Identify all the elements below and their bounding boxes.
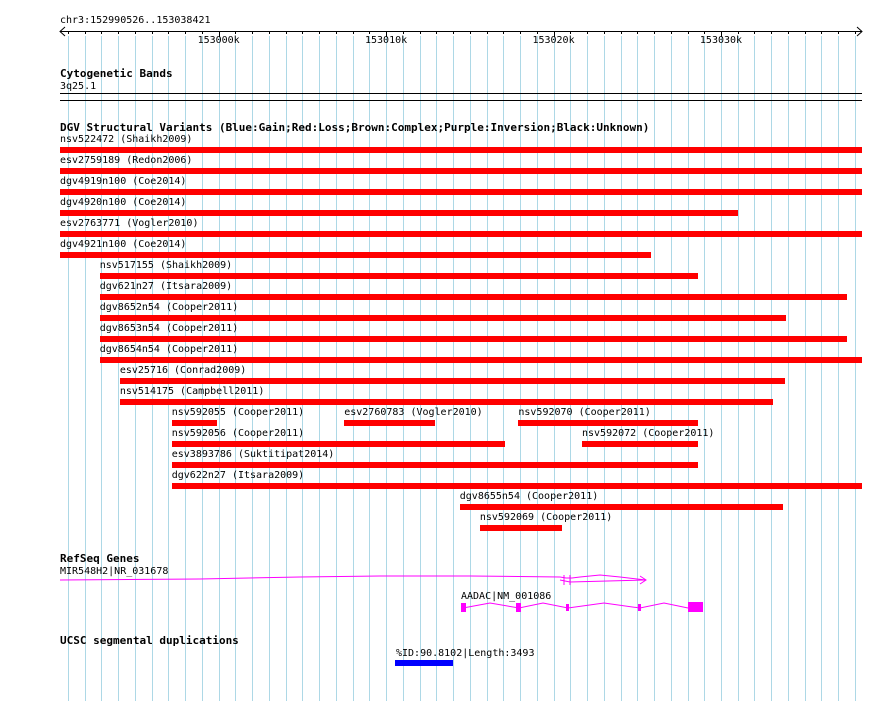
aadac-exon-3 bbox=[566, 604, 569, 611]
dgv-variant-label[interactable]: nsv592072 (Cooper2011) bbox=[582, 428, 715, 439]
cytoband-band-top-line bbox=[60, 93, 862, 94]
ruler-tick-label: 153010k bbox=[365, 35, 408, 46]
refseq-track-title: RefSeq Genes bbox=[60, 552, 140, 565]
dgv-variant-label[interactable]: nsv522472 (Shaikh2009) bbox=[60, 134, 193, 145]
refseq-gene-label-mir548h2[interactable]: MIR548H2|NR_031678 bbox=[60, 566, 169, 577]
ruler-scale[interactable] bbox=[0, 20, 890, 60]
dgv-variant-label[interactable]: esv2760783 (Vogler2010) bbox=[344, 407, 483, 418]
dgv-variant-label[interactable]: dgv621n27 (Itsara2009) bbox=[99, 281, 233, 292]
dgv-variant-bar[interactable] bbox=[100, 357, 862, 363]
aadac-exon-2 bbox=[516, 603, 521, 612]
dgv-variant-bar[interactable] bbox=[518, 420, 697, 426]
dgv-variant-bar[interactable] bbox=[172, 462, 698, 468]
ruler-tick-label: 153020k bbox=[532, 35, 575, 46]
refseq-gene-models[interactable] bbox=[0, 572, 890, 612]
locus-label: chr3:152990526..153038421 bbox=[60, 15, 211, 26]
dgv-variant-label[interactable]: esv2759189 (Redon2006) bbox=[60, 155, 193, 166]
dgv-variant-label[interactable]: esv3893786 (Suktitipat2014) bbox=[171, 449, 335, 460]
refseq-gene-mir548h2[interactable] bbox=[60, 575, 646, 585]
cytoband-band-bottom-line bbox=[60, 100, 862, 101]
ruler-tick-label: 153000k bbox=[197, 35, 240, 46]
refseq-gene-aadac[interactable] bbox=[461, 602, 703, 612]
dgv-variant-label[interactable]: nsv514175 (Campbell2011) bbox=[119, 386, 265, 397]
dgv-variant-label[interactable]: dgv8652n54 (Cooper2011) bbox=[99, 302, 239, 313]
dgv-variant-label[interactable]: esv25716 (Conrad2009) bbox=[119, 365, 247, 376]
aadac-intron-line bbox=[463, 603, 688, 608]
segdup-track-title: UCSC segmental duplications bbox=[60, 634, 239, 647]
dgv-variant-bar[interactable] bbox=[460, 504, 783, 510]
dgv-variant-bar[interactable] bbox=[120, 399, 773, 405]
dgv-variant-label[interactable]: esv2763771 (Vogler2010) bbox=[60, 218, 199, 229]
dgv-variant-label[interactable]: nsv517155 (Shaikh2009) bbox=[99, 260, 233, 271]
aadac-exon-5 bbox=[688, 602, 703, 612]
dgv-variant-bar[interactable] bbox=[344, 420, 434, 426]
aadac-exon-1 bbox=[461, 603, 466, 612]
segdup-feature-label[interactable]: %ID:90.8102|Length:3493 bbox=[396, 648, 535, 659]
dgv-variant-label[interactable]: nsv592069 (Cooper2011) bbox=[479, 512, 613, 523]
aadac-exon-4 bbox=[638, 604, 641, 611]
dgv-variant-bar[interactable] bbox=[120, 378, 785, 384]
ruler-tick-label: 153030k bbox=[699, 35, 743, 46]
dgv-variant-bar[interactable] bbox=[100, 336, 847, 342]
dgv-variant-bar[interactable] bbox=[172, 483, 862, 489]
dgv-variant-bar[interactable] bbox=[60, 168, 862, 174]
dgv-variant-label[interactable]: dgv8653n54 (Cooper2011) bbox=[99, 323, 239, 334]
dgv-variant-bar[interactable] bbox=[60, 210, 738, 216]
dgv-variant-bar[interactable] bbox=[172, 420, 217, 426]
dgv-variant-bar[interactable] bbox=[582, 441, 698, 447]
dgv-variant-label[interactable]: dgv4920n100 (Coe2014) bbox=[60, 197, 187, 208]
dgv-variant-bar[interactable] bbox=[100, 273, 698, 279]
dgv-variant-label[interactable]: nsv592055 (Cooper2011) bbox=[171, 407, 305, 418]
refseq-gene-label-aadac[interactable]: AADAC|NM_001086 bbox=[461, 591, 552, 602]
dgv-variant-bar[interactable] bbox=[172, 441, 505, 447]
dgv-variant-label[interactable]: dgv4921n100 (Coe2014) bbox=[60, 239, 187, 250]
dgv-track-title: DGV Structural Variants (Blue:Gain;Red:Loss;Brown:Complex;Purple:Inversion;Black:Unknown) bbox=[60, 121, 650, 134]
dgv-variant-bar[interactable] bbox=[100, 315, 787, 321]
dgv-variant-bar[interactable] bbox=[480, 525, 562, 531]
dgv-variant-bar[interactable] bbox=[60, 231, 862, 237]
dgv-variant-label[interactable]: dgv622n27 (Itsara2009) bbox=[171, 470, 305, 481]
dgv-variant-bar[interactable] bbox=[100, 294, 847, 300]
dgv-variant-bar[interactable] bbox=[60, 147, 862, 153]
dgv-variant-bar[interactable] bbox=[60, 189, 862, 195]
segdup-feature-bar[interactable] bbox=[395, 660, 453, 666]
dgv-variant-bar[interactable] bbox=[60, 252, 651, 258]
dgv-variant-label[interactable]: dgv8654n54 (Cooper2011) bbox=[99, 344, 239, 355]
dgv-variant-label[interactable]: nsv592070 (Cooper2011) bbox=[518, 407, 651, 418]
cytoband-band-label: 3q25.1 bbox=[60, 81, 97, 92]
dgv-variant-label[interactable]: dgv4919n100 (Coe2014) bbox=[60, 176, 187, 187]
dgv-variant-label[interactable]: nsv592056 (Cooper2011) bbox=[171, 428, 305, 439]
mir548h2-intron-line bbox=[60, 575, 646, 582]
cytoband-track-title: Cytogenetic Bands bbox=[60, 67, 173, 80]
dgv-variant-label[interactable]: dgv8655n54 (Cooper2011) bbox=[459, 491, 599, 502]
